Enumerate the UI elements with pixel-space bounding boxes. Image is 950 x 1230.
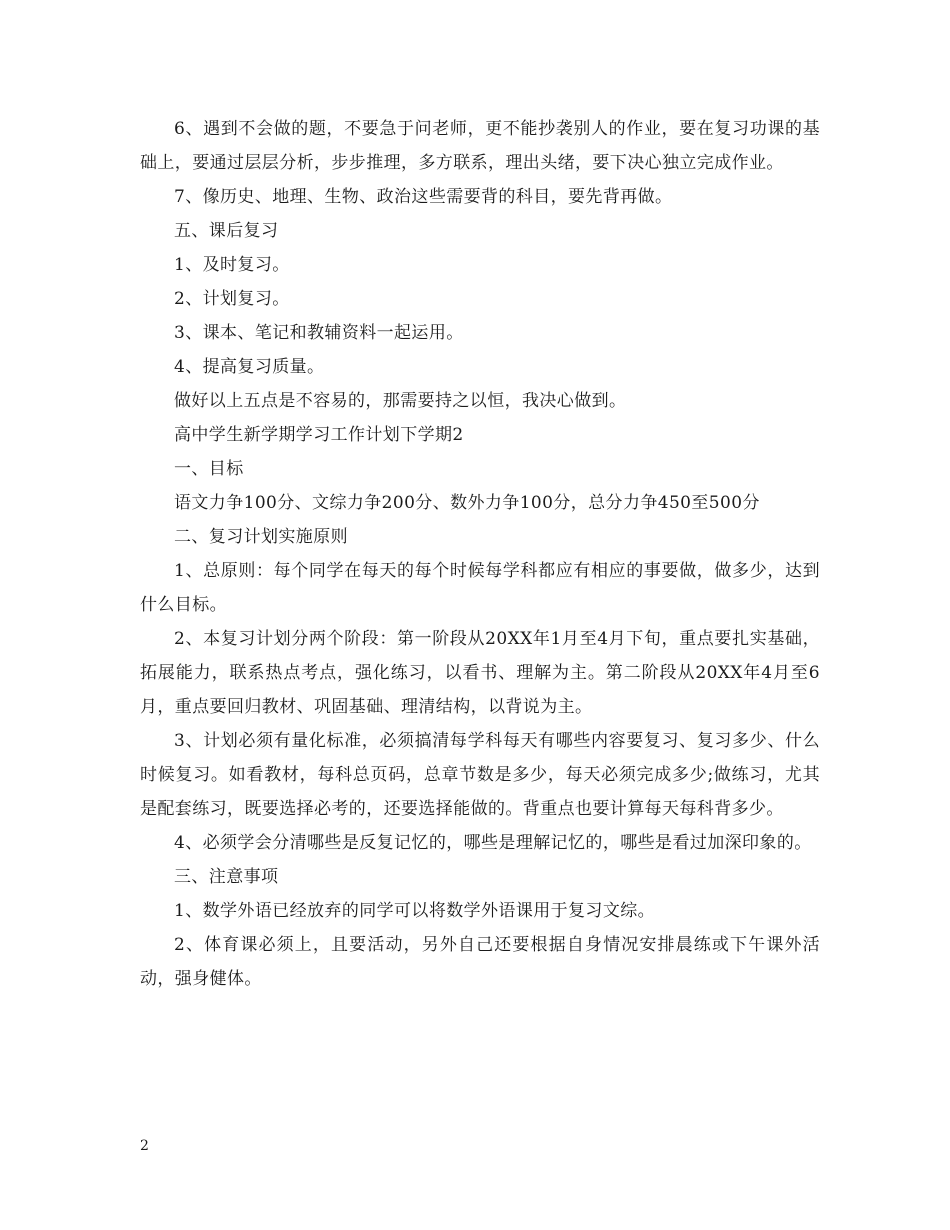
list-item-review-3: 3、课本、笔记和教辅资料一起运用。 <box>174 323 464 343</box>
document-subtitle: 高中学生新学期学习工作计划下学期2 <box>174 425 464 445</box>
list-item-principle-4: 4、必须学会分清哪些是反复记忆的，哪些是理解记忆的，哪些是看过加深印象的。 <box>174 833 812 853</box>
list-item-principle-2: 2、本复习计划分两个阶段：第一阶段从20XX年1月至4月下旬，重点要扎实基础，拓展能力，联系热点考点，强化练习，以看书、理解为主。第二阶段从20XX年4月至6月，重点要回归教材、巩固基础、理清结构，以背说为主。 <box>140 629 820 717</box>
paragraph-homework-tip-6: 6、遇到不会做的题，不要急于问老师，更不能抄袭别人的作业，要在复习功课的基础上，要通过层层分析，步步推理，多方联系，理出头绪，要下决心独立完成作业。 <box>140 119 820 173</box>
page-number: 2 <box>140 1138 149 1154</box>
document-body <box>140 112 820 996</box>
section-heading-notes: 三、注意事项 <box>174 867 279 887</box>
list-item-review-4: 4、提高复习质量。 <box>174 357 325 377</box>
list-item-note-1: 1、数学外语已经放弃的同学可以将数学外语课用于复习文综。 <box>174 901 656 921</box>
list-item-review-1: 1、及时复习。 <box>174 255 290 275</box>
paragraph-homework-tip-7: 7、像历史、地理、生物、政治这些需要背的科目，要先背再做。 <box>174 187 673 207</box>
section-heading-review: 五、课后复习 <box>174 221 279 241</box>
list-item-principle-1: 1、总原则：每个同学在每天的每个时候每学科都应有相应的事要做，做多少，达到什么目标。 <box>140 561 820 615</box>
list-item-note-2: 2、体育课必须上，且要活动，另外自己还要根据自身情况安排晨练或下午课外活动，强身健体。 <box>140 935 820 989</box>
paragraph-score-goals: 语文力争100分、文综力争200分、数外力争100分，总分力争450至500分 <box>174 493 760 513</box>
list-item-principle-3: 3、计划必须有量化标准，必须搞清每学科每天有哪些内容要复习、复习多少、什么时候复习。如看教材，每科总页码，总章节数是多少，每天必须完成多少;做练习，尤其是配套练习，既要选择必考的，还要选择能做的。背重点也要计算每天每科背多少。 <box>140 731 820 819</box>
section-heading-goals: 一、目标 <box>174 459 244 479</box>
section-heading-principles: 二、复习计划实施原则 <box>174 527 348 547</box>
paragraph-conclusion: 做好以上五点是不容易的，那需要持之以恒，我决心做到。 <box>174 391 627 411</box>
list-item-review-2: 2、计划复习。 <box>174 289 290 309</box>
